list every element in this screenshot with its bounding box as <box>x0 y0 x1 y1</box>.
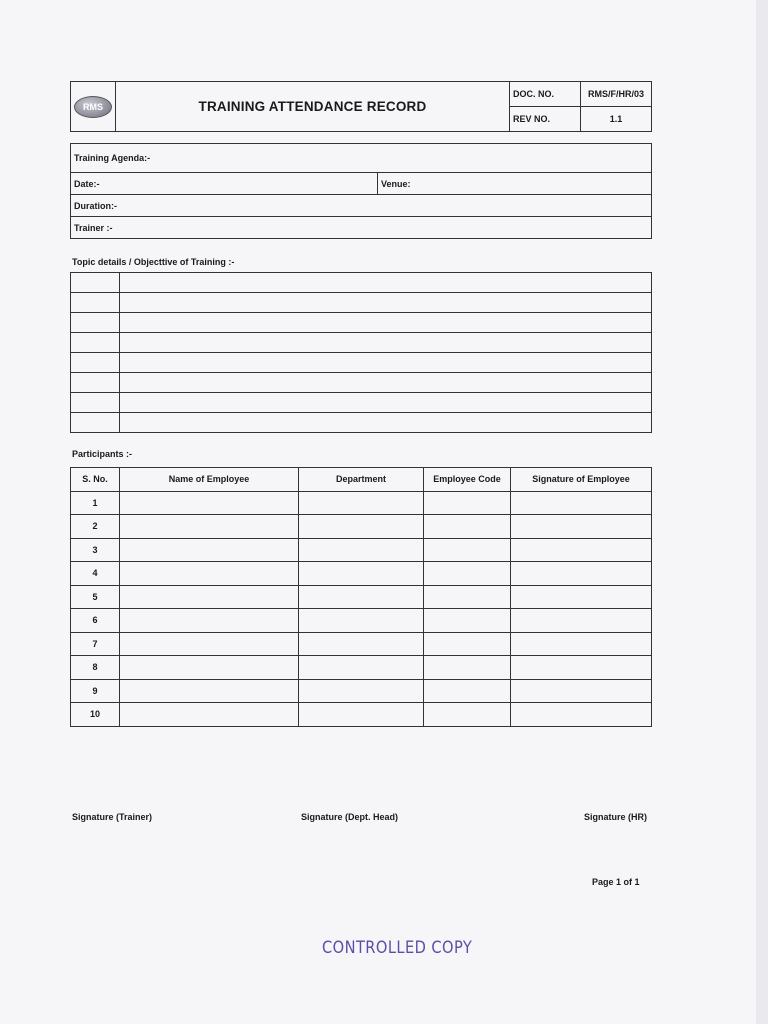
participants-header-row <box>71 468 652 492</box>
topic-table <box>70 272 652 433</box>
table-row <box>71 585 652 609</box>
row-number: 6 <box>71 609 120 633</box>
table-row <box>71 679 652 703</box>
participants-label: Participants :- <box>72 449 133 459</box>
table-row <box>71 632 652 656</box>
row-number: 1 <box>71 491 120 515</box>
date-field[interactable]: Date:- <box>71 173 378 195</box>
table-row <box>71 609 652 633</box>
row-number: 7 <box>71 632 120 656</box>
signature-hr: Signature (HR) <box>584 812 647 822</box>
table-row <box>71 515 652 539</box>
topic-row <box>71 353 652 373</box>
topic-row <box>71 313 652 333</box>
training-info-table <box>70 143 652 239</box>
row-number: 8 <box>71 656 120 680</box>
venue-field[interactable]: Venue: <box>378 173 652 195</box>
doc-no-label: DOC. NO. <box>510 82 581 107</box>
col-header-name: Name of Employee <box>120 468 299 492</box>
doc-no-value: RMS/F/HR/03 <box>581 82 652 107</box>
logo-cell <box>71 82 116 132</box>
table-row <box>71 491 652 515</box>
table-row <box>71 703 652 727</box>
col-header-sno: S. No. <box>71 468 120 492</box>
col-header-employee-code: Employee Code <box>424 468 511 492</box>
controlled-copy-stamp: CONTROLLED COPY <box>322 938 473 958</box>
rev-no-value: 1.1 <box>581 107 652 132</box>
signature-trainer: Signature (Trainer) <box>72 812 153 822</box>
topic-row <box>71 393 652 413</box>
row-number: 10 <box>71 703 120 727</box>
signature-dept-head: Signature (Dept. Head) <box>301 812 399 822</box>
form-title: TRAINING ATTENDANCE RECORD <box>116 82 510 132</box>
company-logo: RMS <box>74 96 112 118</box>
topic-row <box>71 373 652 393</box>
trainer-field[interactable]: Trainer :- <box>71 217 652 239</box>
row-number: 4 <box>71 562 120 586</box>
row-number: 5 <box>71 585 120 609</box>
header-table <box>70 81 652 132</box>
table-row <box>71 538 652 562</box>
row-number: 9 <box>71 679 120 703</box>
table-row <box>71 656 652 680</box>
participants-table <box>70 467 652 727</box>
col-header-signature: Signature of Employee <box>511 468 652 492</box>
topic-row <box>71 293 652 313</box>
rev-no-label: REV NO. <box>510 107 581 132</box>
topic-label: Topic details / Objecttive of Training :- <box>72 257 235 267</box>
topic-row <box>71 413 652 433</box>
row-number: 3 <box>71 538 120 562</box>
topic-row <box>71 273 652 293</box>
page-number: Page 1 of 1 <box>592 877 640 887</box>
topic-row <box>71 333 652 353</box>
col-header-department: Department <box>299 468 424 492</box>
table-row <box>71 562 652 586</box>
duration-field[interactable]: Duration:- <box>71 195 652 217</box>
agenda-field[interactable]: Training Agenda:- <box>71 144 652 173</box>
row-number: 2 <box>71 515 120 539</box>
